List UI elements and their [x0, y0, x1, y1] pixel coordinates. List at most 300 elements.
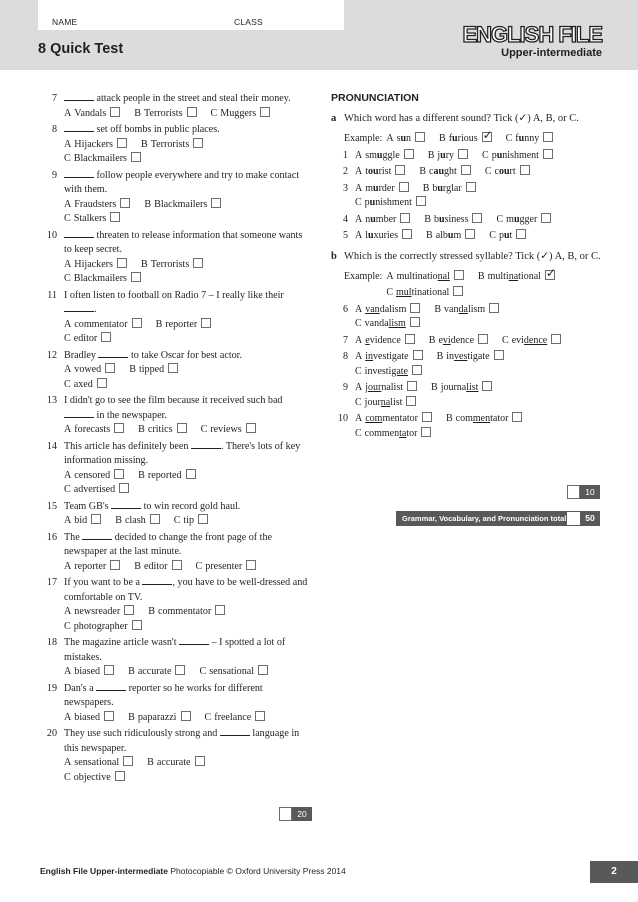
option-letter: A: [64, 364, 72, 375]
tick-box[interactable]: [186, 469, 196, 479]
pron-item-5: [331, 229, 603, 244]
word-part: mentator: [382, 413, 418, 424]
bold-sound: u: [373, 182, 379, 194]
tick-box[interactable]: [117, 138, 127, 148]
option-text: forecasts: [74, 424, 111, 435]
bold-sound: u: [439, 213, 445, 225]
option-text: Terrorists: [150, 138, 190, 150]
option-letter: A: [386, 133, 394, 144]
option-text: tipped: [138, 364, 165, 375]
tick-box[interactable]: [466, 182, 476, 192]
word-part: tor: [406, 427, 418, 439]
question-number: 11: [47, 289, 57, 301]
option-c: [355, 427, 431, 442]
bold-sound: au: [433, 166, 445, 177]
word-part: xuries: [373, 230, 399, 241]
tick-box[interactable]: [132, 318, 142, 328]
option-letter: C: [64, 378, 71, 390]
option-letter: C: [482, 149, 489, 161]
word-part: m: [453, 230, 462, 241]
question-stem: [64, 394, 312, 423]
option-letter: B: [134, 107, 141, 119]
option-letter: A: [64, 560, 72, 572]
word-part: ght: [444, 166, 457, 177]
word-part: s: [396, 133, 401, 144]
option-row: [355, 165, 603, 180]
option-row: [355, 350, 603, 365]
total-max: 50: [585, 513, 595, 523]
tick-box[interactable]: [177, 423, 187, 433]
word-part: ggle: [382, 149, 400, 161]
answer-blank: [64, 123, 94, 132]
tick-box[interactable]: [465, 229, 475, 239]
total-label: Grammar, Vocabulary, and Pronunciation total: [402, 514, 567, 523]
tick-box[interactable]: [123, 756, 133, 766]
tick-box[interactable]: [461, 165, 471, 175]
tick-box[interactable]: [110, 107, 120, 117]
total-score-box[interactable]: [567, 512, 580, 525]
word-part: j: [437, 149, 441, 161]
option-a: [64, 756, 133, 771]
tick-box[interactable]: [260, 107, 270, 117]
option-letter: B: [422, 182, 430, 194]
tick-box[interactable]: [400, 213, 410, 223]
pronunciation-score: [567, 485, 600, 499]
pron-item-3: [331, 182, 603, 211]
option-c: [64, 483, 129, 498]
question-stem: [64, 576, 312, 605]
option-a: [64, 318, 142, 333]
vocabulary-score: [279, 807, 312, 821]
tick-box[interactable]: [410, 317, 420, 327]
tick-box[interactable]: [132, 620, 142, 630]
option-text: Vandals: [74, 107, 107, 119]
tick-box[interactable]: [421, 427, 431, 437]
option-letter: B: [426, 230, 433, 241]
answer-blank: [142, 576, 172, 585]
tick-box[interactable]: [512, 412, 522, 422]
option-b: [147, 756, 204, 771]
option-c: [502, 334, 561, 349]
tick-box[interactable]: [412, 365, 422, 375]
tick-box[interactable]: [246, 423, 256, 433]
option-word: [365, 197, 412, 208]
option-b: [141, 138, 203, 153]
option-letter: C: [64, 333, 71, 344]
tick-box[interactable]: [114, 469, 124, 479]
tick-box[interactable]: [91, 514, 101, 524]
tick-box[interactable]: [172, 560, 182, 570]
option-word: [495, 166, 516, 177]
word-part: dalism: [379, 303, 407, 315]
option-a: [64, 605, 134, 620]
section-letter: b: [331, 250, 337, 262]
option-c: [64, 212, 120, 227]
option-b: [144, 198, 221, 213]
tick-box[interactable]: [541, 213, 551, 223]
word-part: lism: [467, 303, 486, 315]
option-row: [355, 396, 603, 411]
option-b: [134, 560, 181, 575]
option-text: photographer: [73, 620, 128, 632]
option-text: Blackmailers: [154, 198, 208, 210]
option-a: [355, 213, 410, 228]
question-stem: [64, 92, 312, 107]
stressed-syllable: vi: [442, 334, 451, 346]
word-part: siness: [444, 213, 469, 225]
option-text: Terrorists: [144, 107, 183, 119]
pron-item-7: [331, 334, 603, 349]
tick-box[interactable]: [458, 149, 468, 159]
option-letter: C: [64, 273, 71, 284]
tick-box[interactable]: [97, 378, 107, 388]
word-part: journa: [440, 382, 467, 393]
option-text: Terrorists: [150, 258, 190, 270]
tick-box-checked[interactable]: [545, 270, 555, 280]
word-part: vidence: [369, 334, 401, 346]
score-box[interactable]: [567, 485, 580, 499]
option-letter: A: [64, 107, 72, 119]
tick-box[interactable]: [543, 132, 553, 142]
option-letter: C: [505, 133, 513, 144]
tick-box[interactable]: [119, 483, 129, 493]
tick-box[interactable]: [494, 350, 504, 360]
stem-before: The: [64, 531, 83, 543]
tick-box[interactable]: [472, 213, 482, 223]
word-part: nishment: [502, 149, 539, 161]
tick-box[interactable]: [201, 318, 211, 328]
option-word: [396, 287, 449, 298]
tick-box[interactable]: [105, 363, 115, 373]
example-row: [331, 270, 603, 285]
tick-box[interactable]: [478, 334, 488, 344]
word-part: ry: [445, 149, 455, 161]
tick-box[interactable]: [454, 270, 464, 280]
option-c: [64, 272, 141, 287]
tick-box[interactable]: [115, 771, 125, 781]
option-a: [64, 198, 130, 213]
answer-blank: [220, 727, 250, 736]
option-text: reported: [147, 469, 182, 481]
option-b: [134, 107, 196, 122]
stem-before: I didn't go to see the film because it received such bad: [64, 395, 283, 406]
option-letter: B: [140, 138, 148, 150]
question-stem: [64, 636, 312, 665]
tick-box[interactable]: [402, 229, 412, 239]
option-letter: A: [64, 515, 72, 526]
option-c: [355, 196, 426, 211]
word-part: tional: [518, 270, 541, 282]
item-number: 6: [343, 303, 348, 315]
tick-box[interactable]: [198, 514, 208, 524]
tick-box[interactable]: [404, 149, 414, 159]
tick-box[interactable]: [543, 149, 553, 159]
option-a: [355, 182, 409, 197]
item-options: [355, 229, 603, 244]
option-letter: A: [355, 213, 363, 225]
stressed-syllable: ves: [454, 351, 468, 362]
word-part: alb: [435, 230, 448, 241]
option-row: [64, 771, 312, 786]
option-row: [64, 198, 312, 213]
tick-box[interactable]: [215, 605, 225, 615]
stressed-syllable: jour: [365, 382, 382, 393]
example-label: Example:: [344, 133, 383, 144]
tick-box[interactable]: [175, 665, 185, 675]
tick-box[interactable]: [168, 363, 178, 373]
tick-box[interactable]: [395, 165, 405, 175]
question-17: [40, 576, 312, 634]
tick-box[interactable]: [131, 152, 141, 162]
section-a: [331, 112, 603, 244]
stressed-syllable: e: [365, 334, 370, 346]
tick-box[interactable]: [399, 182, 409, 192]
option-word: [488, 271, 541, 282]
option-row: [355, 381, 603, 396]
page-number: 2: [590, 861, 638, 883]
tick-box-checked[interactable]: [482, 132, 492, 142]
option-c: [199, 665, 268, 680]
option-letter: C: [355, 427, 362, 439]
word-part: tinational: [411, 287, 450, 298]
option-letter: A: [355, 303, 363, 315]
option-row: [355, 427, 603, 442]
option-c: [64, 771, 125, 786]
option-letter: C: [496, 213, 504, 225]
word-part: jour: [364, 396, 381, 408]
question-number: 19: [46, 682, 57, 694]
word-part: commen: [364, 427, 400, 439]
tick-box[interactable]: [211, 198, 221, 208]
option-c: [355, 365, 422, 380]
tick-box[interactable]: [114, 423, 124, 433]
question-body: [64, 169, 312, 227]
brand-level: Upper-intermediate: [501, 47, 602, 59]
word-part: van: [444, 303, 459, 315]
option-word: [365, 366, 408, 377]
tick-box[interactable]: [413, 350, 423, 360]
stem-after: in the newspaper.: [94, 409, 167, 421]
option-a: [64, 514, 101, 529]
stem-after: follow people everywhere and try to make contact with them.: [64, 169, 300, 195]
option-letter: A: [355, 230, 363, 241]
option-row: [355, 213, 603, 228]
option-row: [64, 423, 312, 438]
question-9: [40, 169, 312, 227]
word-part: rglar: [442, 182, 462, 194]
question-number: 16: [46, 531, 57, 543]
tick-box[interactable]: [195, 756, 205, 766]
tick-box[interactable]: [516, 229, 526, 239]
tick-box[interactable]: [258, 665, 268, 675]
tick-box[interactable]: [101, 332, 111, 342]
option-a: [64, 665, 114, 680]
option-row: [355, 317, 603, 332]
answer-blank: [64, 409, 94, 418]
option-b: [424, 213, 482, 228]
tick-box[interactable]: [551, 334, 561, 344]
word-part: multi: [487, 270, 509, 282]
option-word: [432, 183, 461, 194]
word-part: vestigate: [373, 351, 409, 362]
option-a: [64, 711, 114, 726]
tick-box[interactable]: [187, 107, 197, 117]
option-text: paparazzi: [137, 711, 177, 723]
tick-box[interactable]: [110, 560, 120, 570]
tick-box[interactable]: [405, 334, 415, 344]
option-letter: C: [64, 153, 71, 164]
tick-box[interactable]: [482, 381, 492, 391]
section-b-instruction: [331, 250, 603, 264]
question-stem: [64, 169, 312, 198]
tick-box[interactable]: [120, 198, 130, 208]
option-letter: B: [148, 606, 155, 617]
tick-box[interactable]: [489, 303, 499, 313]
word-part: tigate: [467, 351, 490, 362]
bold-sound: u: [437, 182, 443, 194]
option-row: [64, 378, 312, 393]
tick-box[interactable]: [453, 286, 463, 296]
tick-box[interactable]: [407, 381, 417, 391]
option-text: commentator: [74, 318, 128, 330]
option-b: [129, 363, 178, 378]
example-label: Example:: [344, 270, 383, 282]
option-letter: B: [439, 133, 446, 144]
option-letter: B: [129, 364, 136, 375]
option-letter: B: [155, 318, 163, 330]
option-a: [64, 560, 120, 575]
word-part: rist: [378, 166, 392, 177]
question-body: [64, 500, 312, 529]
question-number: 20: [46, 728, 57, 739]
tick-box[interactable]: [104, 711, 114, 721]
option-row: [64, 107, 312, 122]
tick-box[interactable]: [416, 196, 426, 206]
option-row: [64, 665, 312, 680]
question-number: 8: [51, 124, 57, 135]
tick-box[interactable]: [520, 165, 530, 175]
option-text: reporter: [165, 318, 198, 330]
question-body: [64, 123, 312, 167]
answer-blank: [191, 440, 221, 449]
stem-after: to take Oscar for best actor.: [128, 349, 242, 361]
pron-item-2: [331, 165, 603, 180]
option-a: [386, 270, 464, 285]
option-c: [355, 396, 416, 411]
tick-box[interactable]: [193, 138, 203, 148]
question-13: [40, 394, 312, 438]
question-number: 10: [46, 229, 57, 241]
stressed-syllable: com: [365, 413, 383, 424]
question-number: 15: [46, 500, 57, 512]
option-letter: A: [355, 413, 363, 424]
option-c: [64, 378, 107, 393]
option-c: [482, 149, 553, 164]
option-b: [434, 303, 499, 318]
option-row: [64, 711, 312, 726]
tick-box[interactable]: [193, 258, 203, 268]
option-b: [141, 258, 203, 273]
tick-box[interactable]: [410, 303, 420, 313]
tick-box[interactable]: [181, 711, 191, 721]
item-number: 1: [343, 149, 348, 161]
word-part: investi: [364, 365, 392, 377]
tick-box[interactable]: [255, 711, 265, 721]
stem-after: threaten to release information that someone wants to keep secret.: [64, 229, 303, 255]
word-part: m: [365, 182, 374, 194]
option-a: [355, 334, 415, 349]
tick-box[interactable]: [415, 132, 425, 142]
tick-box[interactable]: [246, 560, 256, 570]
option-a: [64, 107, 120, 122]
question-stem: [64, 531, 312, 560]
option-text: biased: [74, 666, 101, 677]
word-part: mber: [375, 213, 397, 225]
tick-box[interactable]: [422, 412, 432, 422]
option-letter: B: [424, 213, 432, 225]
question-number: 14: [46, 440, 57, 452]
question-stem: [64, 500, 312, 515]
footer: [40, 866, 346, 876]
question-stem: [64, 289, 312, 318]
tick-box[interactable]: [150, 514, 160, 524]
option-b: [148, 605, 225, 620]
option-b: [423, 182, 476, 197]
word-part: c: [494, 166, 499, 177]
option-text: commentator: [158, 606, 212, 617]
word-part: list: [390, 396, 403, 408]
option-letter: A: [355, 166, 363, 177]
tick-box[interactable]: [117, 258, 127, 268]
option-a: [355, 381, 417, 396]
option-letter: C: [64, 771, 71, 783]
bold-sound: u: [400, 133, 407, 144]
section-letter: a: [331, 113, 337, 124]
word-part: multinatio: [396, 270, 438, 282]
option-letter: A: [355, 382, 363, 393]
tick-box[interactable]: [110, 212, 120, 222]
word-part: vanda: [364, 318, 389, 329]
option-word: [441, 382, 479, 393]
page-header: [0, 0, 638, 70]
option-word: [515, 133, 539, 144]
option-row: [355, 412, 603, 427]
item-options: [355, 213, 603, 228]
word-part: nishment: [375, 197, 412, 208]
option-word: [397, 133, 411, 144]
tick-box[interactable]: [406, 396, 416, 406]
footer-brand: English File Upper-intermediate: [40, 866, 168, 876]
stem-after: set off bombs in public places.: [94, 124, 220, 135]
answer-blank: [96, 682, 126, 691]
question-number: 9: [51, 169, 57, 181]
tick-box[interactable]: [124, 605, 134, 615]
tick-box[interactable]: [104, 665, 114, 675]
word-part: dence: [450, 334, 475, 346]
pronunciation-column: [331, 92, 603, 443]
score-box[interactable]: [279, 807, 292, 821]
pron-item-9: [331, 381, 603, 410]
stem-before: Dan's a: [64, 682, 97, 694]
word-part: p: [364, 197, 370, 208]
option-a: [355, 303, 420, 318]
option-text: accurate: [137, 666, 172, 677]
answer-blank: [111, 500, 141, 509]
question-body: [64, 394, 312, 438]
option-a: [64, 258, 127, 273]
tick-box[interactable]: [131, 272, 141, 282]
option-letter: A: [386, 270, 394, 282]
